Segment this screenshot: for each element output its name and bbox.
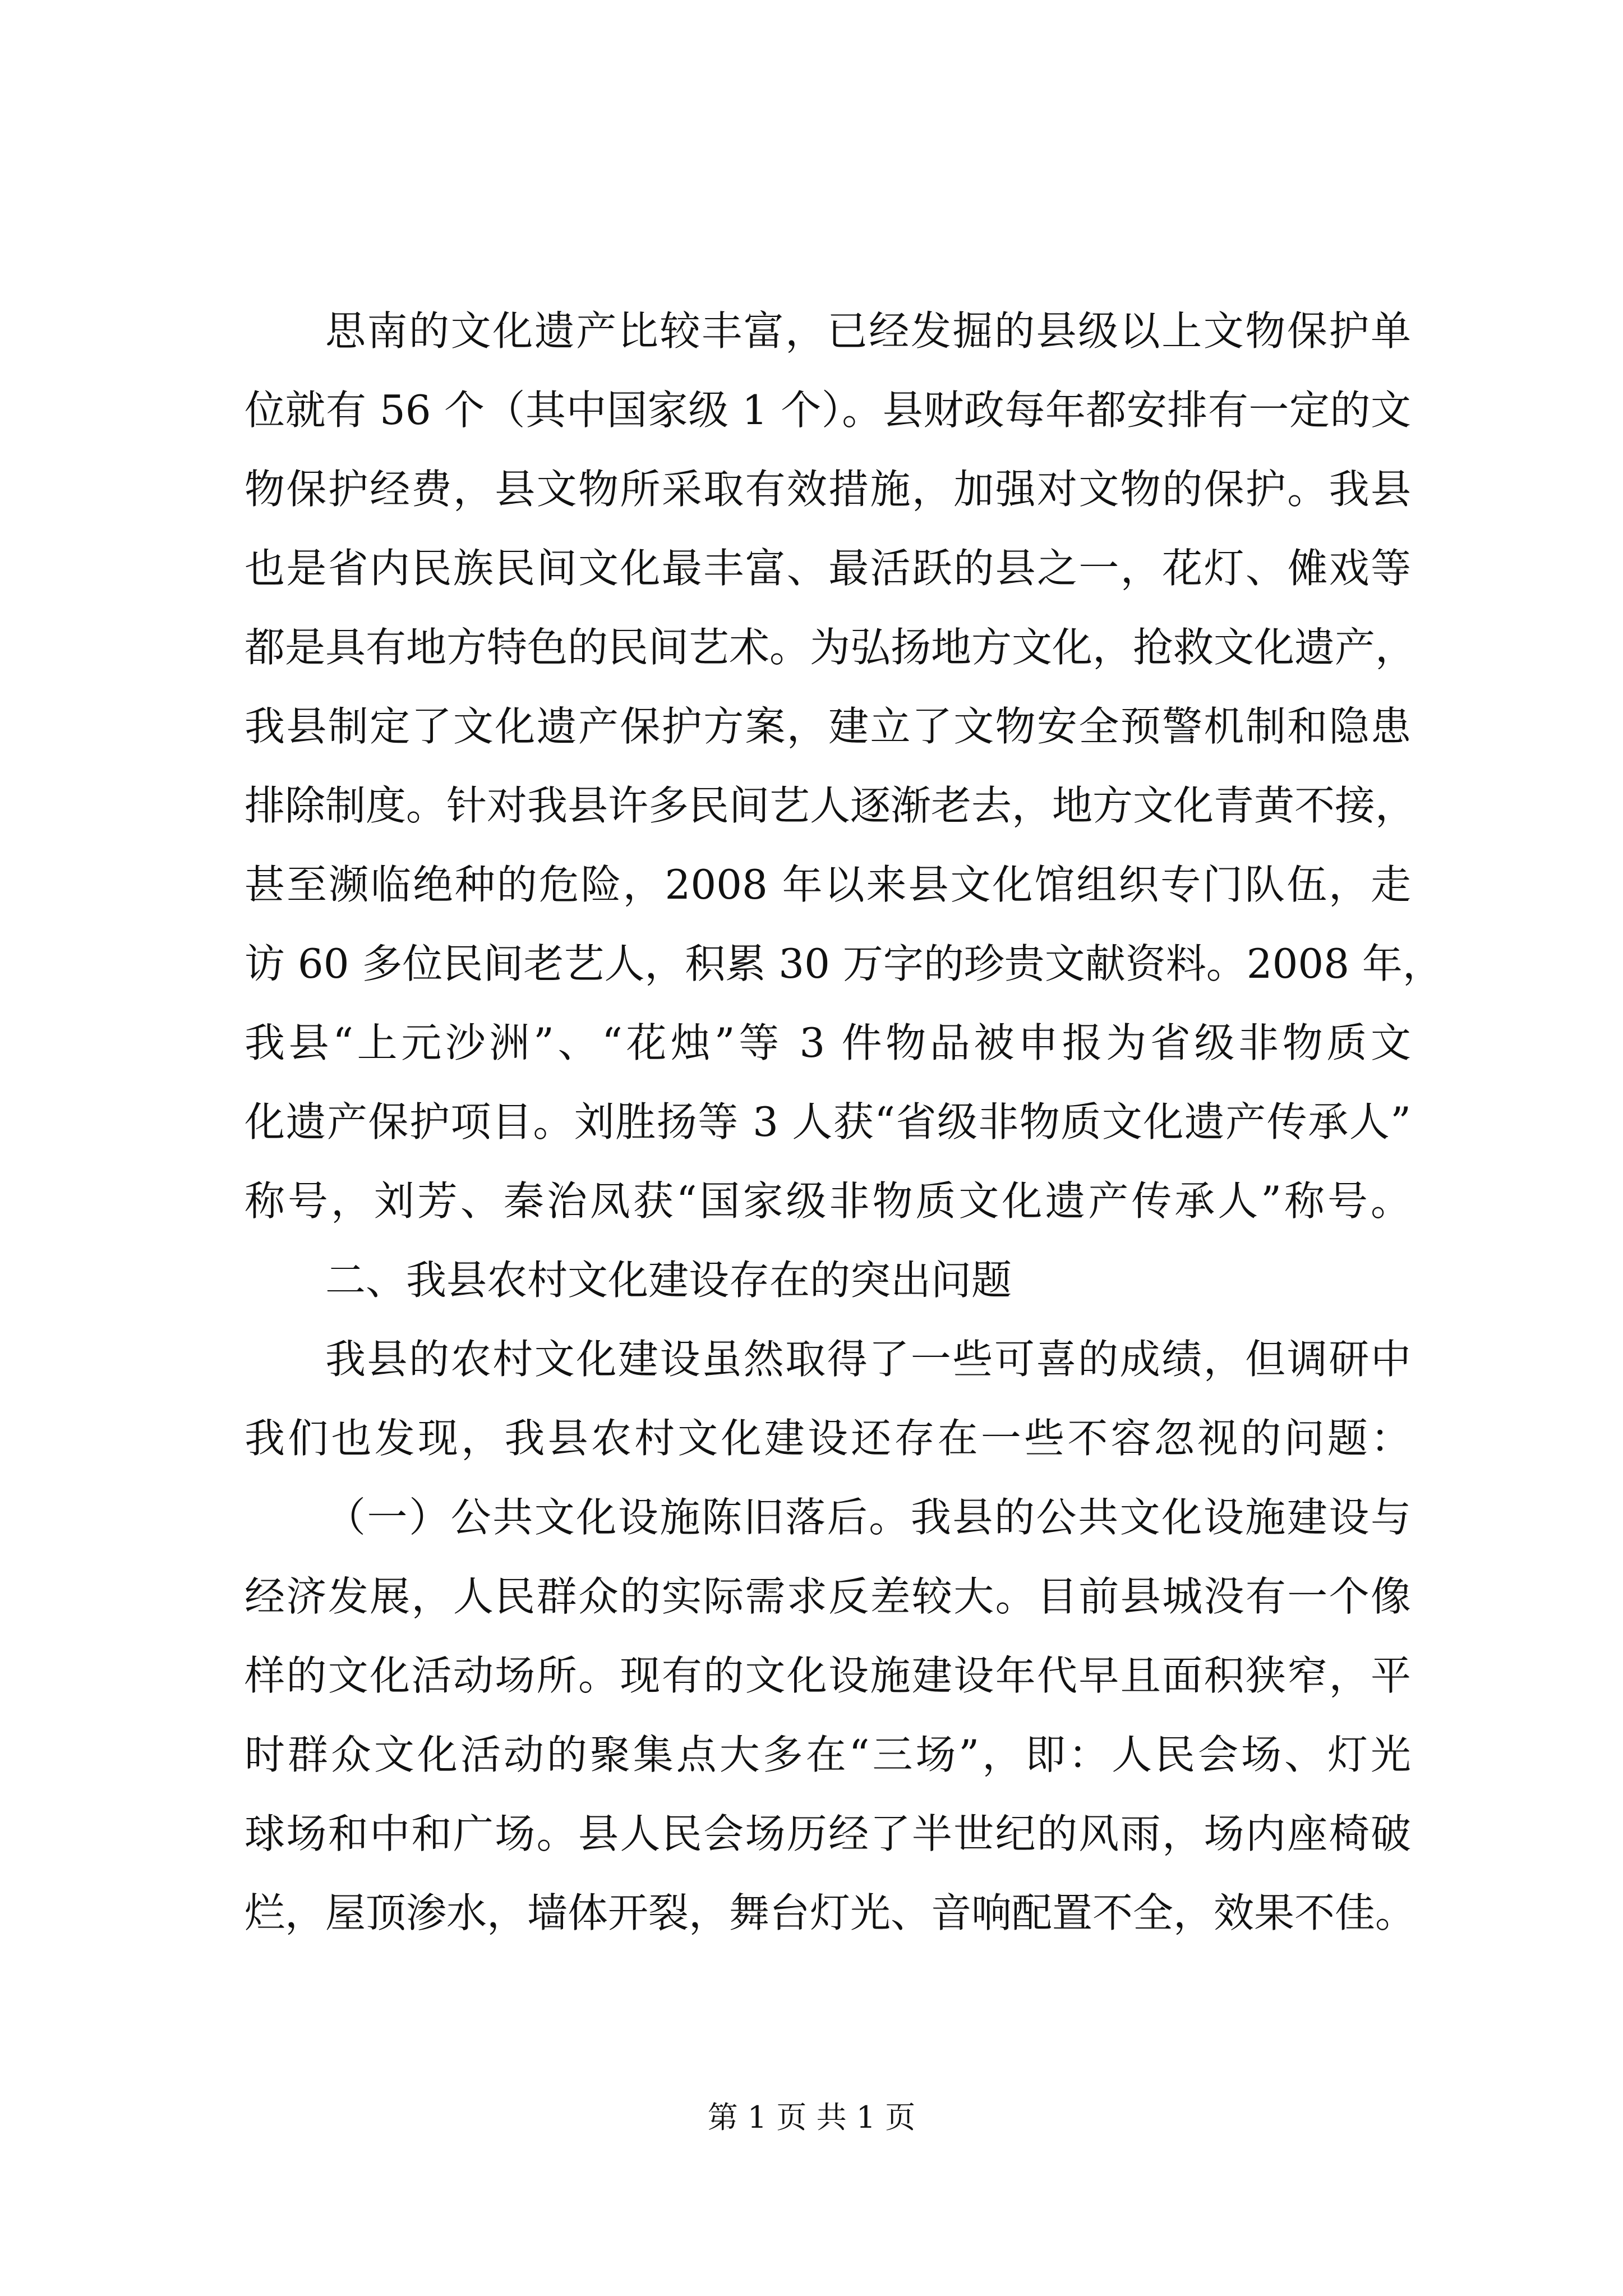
paragraph-line: 排除制度。针对我县许多民间艺人逐渐老去，地方文化青黄不接， bbox=[245, 782, 1416, 829]
paragraph-line: 化遗产保护项目。刘胜扬等 3 人获“省级非物质文化遗产传承人” bbox=[245, 1098, 1411, 1145]
paragraph-line: 经济发展，人民群众的实际需求反差较大。目前县城没有一个像 bbox=[245, 1573, 1411, 1620]
document-body bbox=[245, 292, 1443, 1953]
paragraph-line: 都是具有地方特色的民间艺术。为弘扬地方文化，抢救文化遗产， bbox=[245, 624, 1416, 671]
paragraph-line: 甚至濒临绝种的危险，2008 年以来县文化馆组织专门队伍，走 bbox=[245, 861, 1411, 908]
paragraph-line: 称号，刘芳、秦治凤获“国家级非物质文化遗产传承人”称号。 bbox=[245, 1177, 1411, 1225]
paragraph-line: 我县“上元沙洲”、“花烛”等 3 件物品被申报为省级非物质文 bbox=[245, 1019, 1411, 1066]
paragraph-line: 球场和中和广场。县人民会场历经了半世纪的风雨，场内座椅破 bbox=[245, 1810, 1411, 1857]
paragraph-line: （一）公共文化设施陈旧落后。我县的公共文化设施建设与 bbox=[325, 1494, 1411, 1541]
paragraph-line: 样的文化活动场所。现有的文化设施建设年代早且面积狭窄，平 bbox=[245, 1652, 1411, 1699]
paragraph-line: 思南的文化遗产比较丰富，已经发掘的县级以上文物保护单 bbox=[325, 307, 1411, 355]
paragraph-line: 位就有 56 个（其中国家级 1 个）。县财政每年都安排有一定的文 bbox=[245, 386, 1411, 434]
page-number-footer: 第 1 页 共 1 页 bbox=[707, 2100, 916, 2135]
paragraph-line: 访 60 多位民间老艺人，积累 30 万字的珍贵文献资料。2008 年， bbox=[245, 940, 1443, 987]
paragraph-line: 时群众文化活动的聚集点大多在“三场”，即：人民会场、灯光 bbox=[245, 1731, 1411, 1778]
paragraph-line: 物保护经费，县文物所采取有效措施，加强对文物的保护。我县 bbox=[245, 466, 1411, 513]
section-heading: 二、我县农村文化建设存在的突出问题 bbox=[325, 1257, 1012, 1304]
paragraph-line: 我县制定了文化遗产保护方案，建立了文物安全预警机制和隐患 bbox=[245, 703, 1411, 750]
paragraph-line: 烂，屋顶渗水，墙体开裂，舞台灯光、音响配置不全，效果不佳。 bbox=[245, 1889, 1416, 1936]
paragraph-line: 我县的农村文化建设虽然取得了一些可喜的成绩，但调研中 bbox=[325, 1336, 1411, 1383]
paragraph-line: 我们也发现，我县农村文化建设还存在一些不容忽视的问题： bbox=[245, 1415, 1411, 1462]
paragraph-line: 也是省内民族民间文化最丰富、最活跃的县之一，花灯、傩戏等 bbox=[245, 545, 1411, 592]
